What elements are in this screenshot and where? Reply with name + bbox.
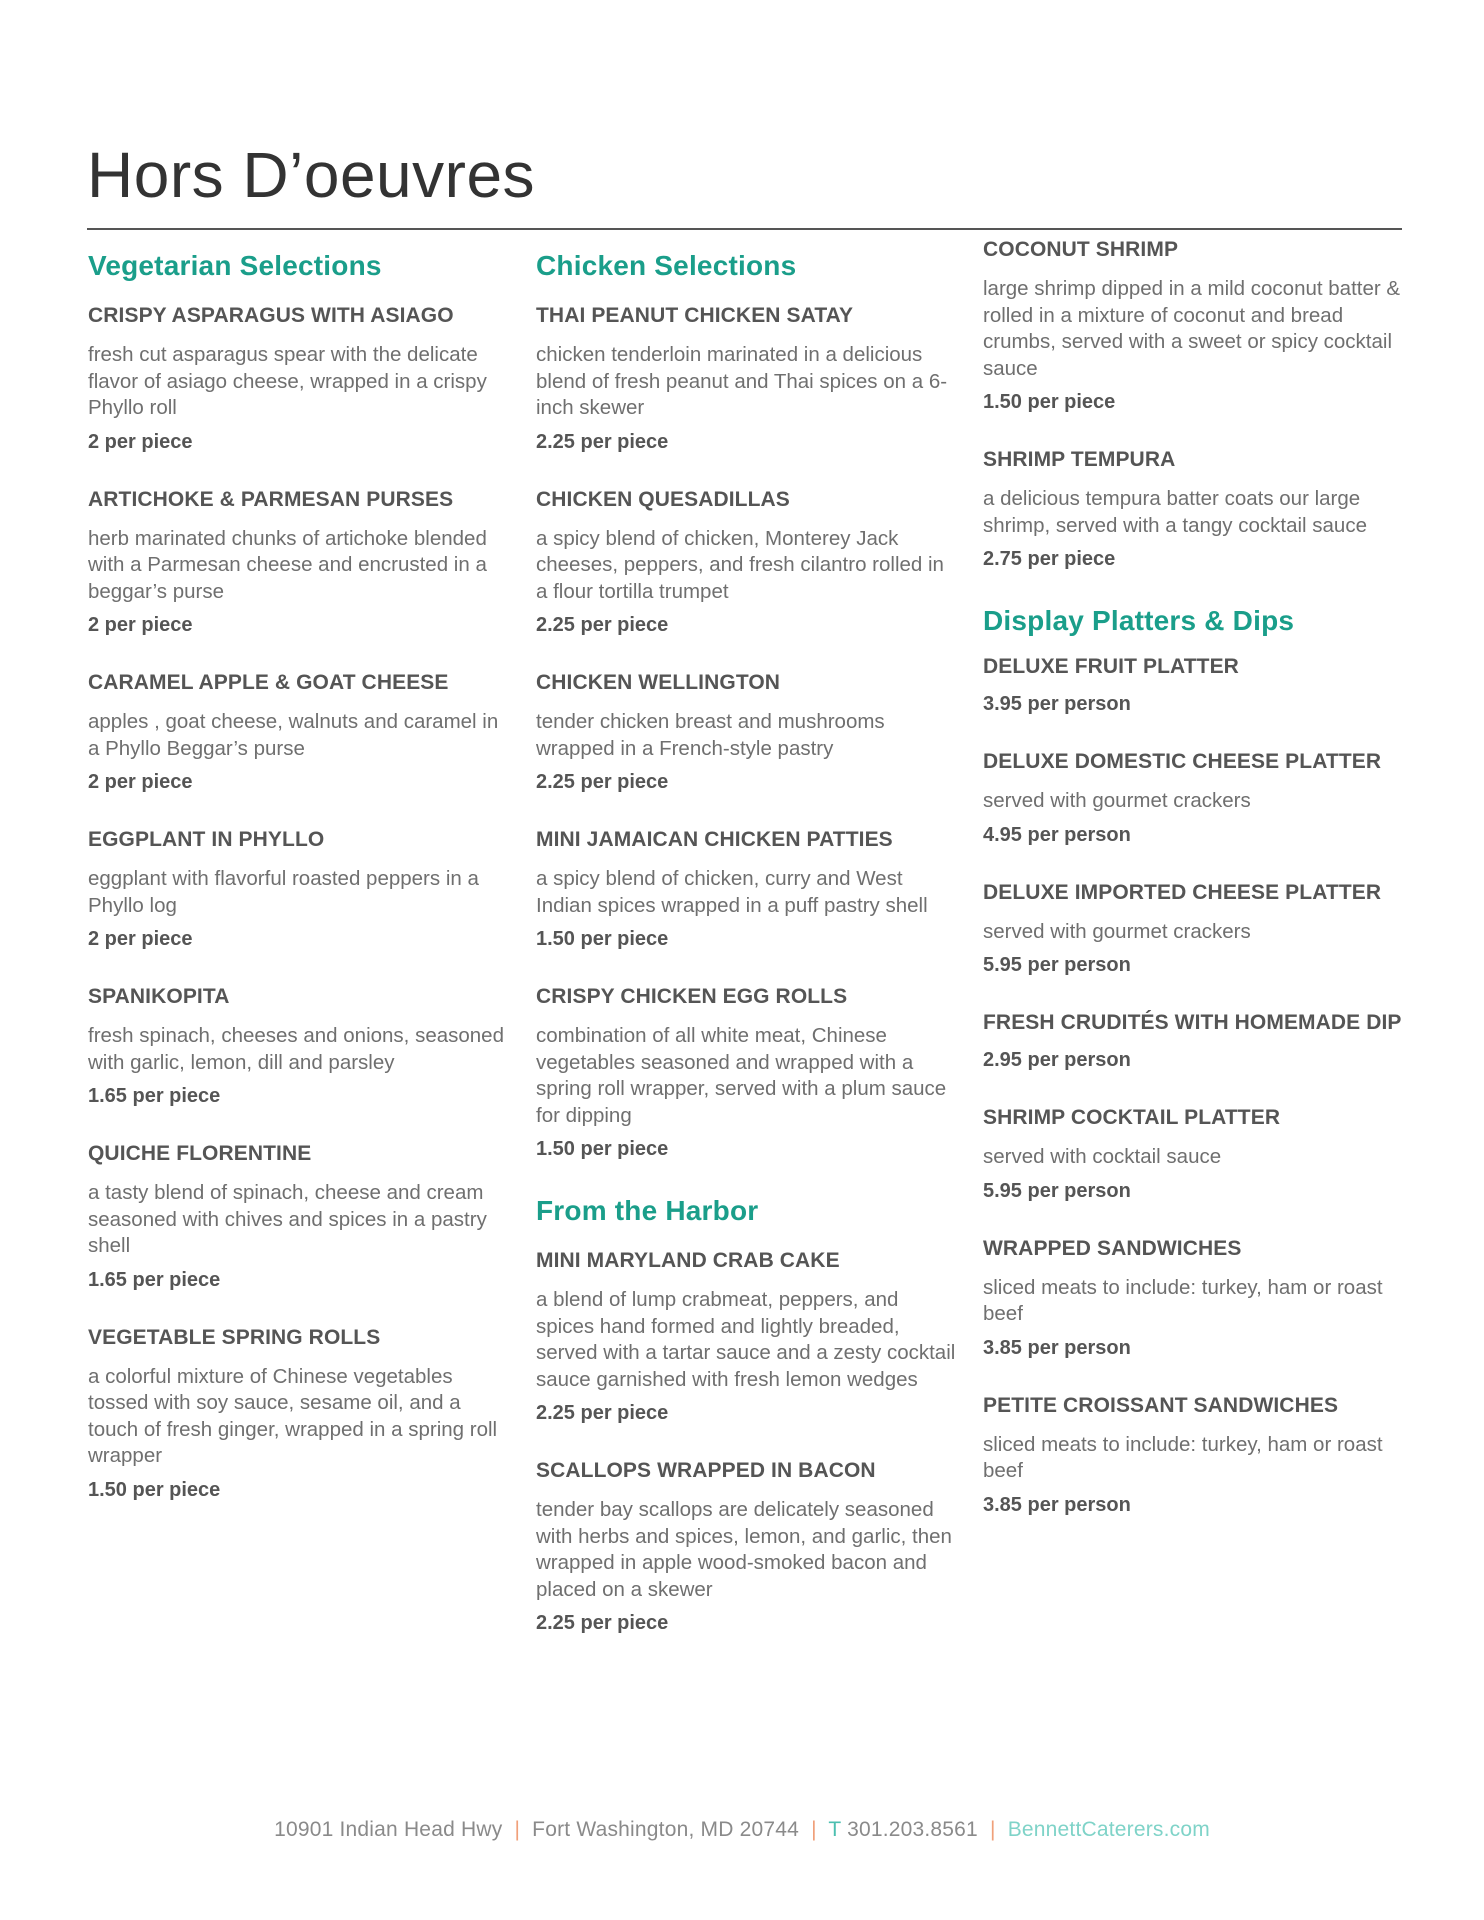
footer [0,1818,1484,1842]
menu-item-name: THAI PEANUT CHICKEN SATAY [536,304,854,327]
menu-item-description: a delicious tempura batter coats our large shrimp, served with a tangy cocktail sauce [983,487,1367,537]
menu-item-price: 4.95 per person [983,823,1131,846]
title-divider [87,228,1402,230]
menu-item-description: a spicy blend of chicken, curry and West Indian spices wrapped in a puff pastry shell [536,867,928,917]
menu-item-description: large shrimp dipped in a mild coconut batter & rolled in a mixture of coconut and bread crumbs, served with a sweet or spicy cocktail sauce [983,277,1401,380]
menu-item-price: 2.25 per piece [536,430,669,453]
menu-item-price: 5.95 per person [983,954,1131,976]
column-2 [536,236,956,1669]
menu-item-price: 3.85 per person [983,1336,1131,1359]
menu-item-description: eggplant with flavorful roasted peppers in a Phyllo log [88,867,479,917]
menu-item-description: served with gourmet crackers [983,919,1251,943]
menu-item-price: 2 per piece [88,614,193,636]
menu-item-price: 1.65 per piece [88,1268,221,1291]
footer-tel-label: T [828,1818,842,1841]
section-title: Vegetarian Selections [88,250,382,281]
footer-website-link[interactable]: BennettCaterers.com [1007,1818,1210,1841]
menu-item-price: 2 per piece [88,771,193,793]
menu-item [983,448,1403,571]
menu-item-name: ARTICHOKE & PARMESAN PURSES [88,487,454,511]
menu-item-name: DELUXE DOMESTIC CHEESE PLATTER [983,750,1382,773]
section-title: Display Platters & Dips [983,605,1295,636]
menu-item-description: sliced meats to include: turkey, ham or roast beef [983,1275,1383,1325]
menu-item [536,1249,956,1425]
footer-city: Fort Washington, MD 20744 [532,1818,800,1841]
menu-item-name: QUICHE FLORENTINE [88,1142,312,1165]
menu-item-name: MINI MARYLAND CRAB CAKE [536,1249,840,1272]
menu-item-name: MINI JAMAICAN CHICKEN PATTIES [536,828,893,851]
menu-item-name: VEGETABLE SPRING ROLLS [88,1325,381,1349]
menu-item-name: DELUXE IMPORTED CHEESE PLATTER [983,880,1382,904]
menu-item-price: 1.50 per piece [983,391,1116,413]
page-title: Hors D’oeuvres [87,139,536,211]
menu-item-price: 2.25 per piece [536,1402,669,1424]
menu-item-description: fresh cut asparagus spear with the delicate flavor of asiago cheese, wrapped in a crispy Phyllo roll [88,343,487,419]
menu-item-description: chicken tenderloin marinated in a delicious blend of fresh peanut and Thai spices on a 6- inch skewer [536,343,948,419]
menu-item-price: 3.95 per person [983,693,1131,715]
menu-item-name: PETITE CROISSANT SANDWICHES [983,1393,1339,1417]
menu-item [88,488,508,638]
menu-item [536,1459,956,1635]
menu-item-price: 1.50 per piece [536,928,669,950]
menu-item-description: sliced meats to include: turkey, ham or roast beef [983,1432,1383,1482]
menu-item-description: fresh spinach, cheeses and onions, seasoned with garlic, lemon, dill and parsley [88,1024,504,1074]
menu-item [88,828,508,951]
menu-item [536,985,956,1161]
menu-item-name: WRAPPED SANDWICHES [983,1236,1242,1260]
menu-item [88,985,508,1108]
menu-item-name: EGGPLANT IN PHYLLO [88,828,325,851]
menu-item-description: a blend of lump crabmeat, peppers, and spices hand formed and lightly breaded, served with a tartar sauce and a zesty cocktail sauce garnished with fresh lemon wedges [536,1288,956,1391]
menu-item [983,1011,1403,1072]
footer-phone: 301.203.8561 [847,1818,978,1841]
menu-item-price: 1.50 per piece [536,1138,669,1160]
footer-separator: | [811,1818,817,1841]
menu-item [983,655,1403,716]
menu-item [983,238,1403,414]
menu-item [536,828,956,951]
menu-item-name: COCONUT SHRIMP [983,238,1179,261]
footer-address: 10901 Indian Head Hwy [274,1818,503,1841]
menu-item [983,881,1403,978]
menu-item-price: 2.25 per piece [536,771,669,793]
menu-item [88,304,508,454]
menu-item-price: 2.25 per piece [536,1612,669,1634]
section-title: From the Harbor [536,1195,759,1226]
menu-item-price: 2.95 per person [983,1049,1131,1071]
menu-item-description: served with gourmet crackers [983,789,1251,812]
menu-item-description: tender bay scallops are delicately seasoned with herbs and spices, lemon, and garlic, then wrapped in apple wood-smoked bacon and placed on a skewer [536,1498,952,1601]
column-3 [983,238,1403,1551]
menu-item-price: 2 per piece [88,430,193,453]
menu-item-price: 2.25 per piece [536,614,669,636]
menu-item-description: tender chicken breast and mushrooms wrapped in a French-style pastry [536,710,885,760]
menu-item [536,488,956,638]
menu-item-description: apples , goat cheese, walnuts and caramel in a Phyllo Beggar’s purse [88,710,499,760]
menu-item-name: CRISPY ASPARAGUS WITH ASIAGO [88,304,454,327]
footer-separator: | [990,1818,996,1841]
menu-item-price: 2 per piece [88,928,193,950]
menu-item-description: herb marinated chunks of artichoke blended with a Parmesan cheese and encrusted in a beggar’s purse [88,526,487,603]
menu-item-description: combination of all white meat, Chinese vegetables seasoned and wrapped with a spring roll wrapper, served with a plum sauce for dipping [536,1024,947,1127]
menu-item [88,1326,508,1502]
menu-item-price: 5.95 per person [983,1179,1131,1202]
menu-item-name: CARAMEL APPLE & GOAT CHEESE [88,671,449,694]
menu-item-description: a spicy blend of chicken, Monterey Jack cheeses, peppers, and fresh cilantro rolled in a flour tortilla trumpet [536,526,944,603]
menu-item-name: DELUXE FRUIT PLATTER [983,655,1239,678]
menu-item [536,671,956,794]
menu-item [88,1142,508,1292]
menu-item-price: 1.50 per piece [88,1478,221,1501]
menu-item [536,304,956,454]
menu-item-description: served with cocktail sauce [983,1145,1222,1168]
menu-item-price: 3.85 per person [983,1493,1131,1516]
menu-item-price: 1.65 per piece [88,1085,221,1107]
menu-item [983,1394,1403,1517]
section-title: Chicken Selections [536,250,797,281]
menu-item [88,671,508,794]
menu-item-name: FRESH CRUDITÉS WITH HOMEMADE DIP [983,1011,1402,1034]
menu-item-description: a tasty blend of spinach, cheese and cream seasoned with chives and spices in a pastry shell [88,1181,487,1257]
menu-item-name: SHRIMP COCKTAIL PLATTER [983,1106,1281,1129]
menu-item-description: a colorful mixture of Chinese vegetables tossed with soy sauce, sesame oil, and a touch of fresh ginger, wrapped in a spring roll wrapper [88,1364,498,1467]
menu-item-name: SPANIKOPITA [88,985,230,1008]
menu-item-name: CHICKEN QUESADILLAS [536,487,790,511]
column-1 [88,236,508,1536]
menu-item-name: CRISPY CHICKEN EGG ROLLS [536,985,848,1008]
menu-item [983,750,1403,847]
menu-item [983,1106,1403,1203]
menu-item-name: SCALLOPS WRAPPED IN BACON [536,1459,876,1482]
menu-item-name: SHRIMP TEMPURA [983,448,1176,471]
menu-item [983,1237,1403,1360]
menu-item-price: 2.75 per piece [983,548,1116,570]
footer-separator: | [514,1818,521,1841]
menu-item-name: CHICKEN WELLINGTON [536,671,781,694]
